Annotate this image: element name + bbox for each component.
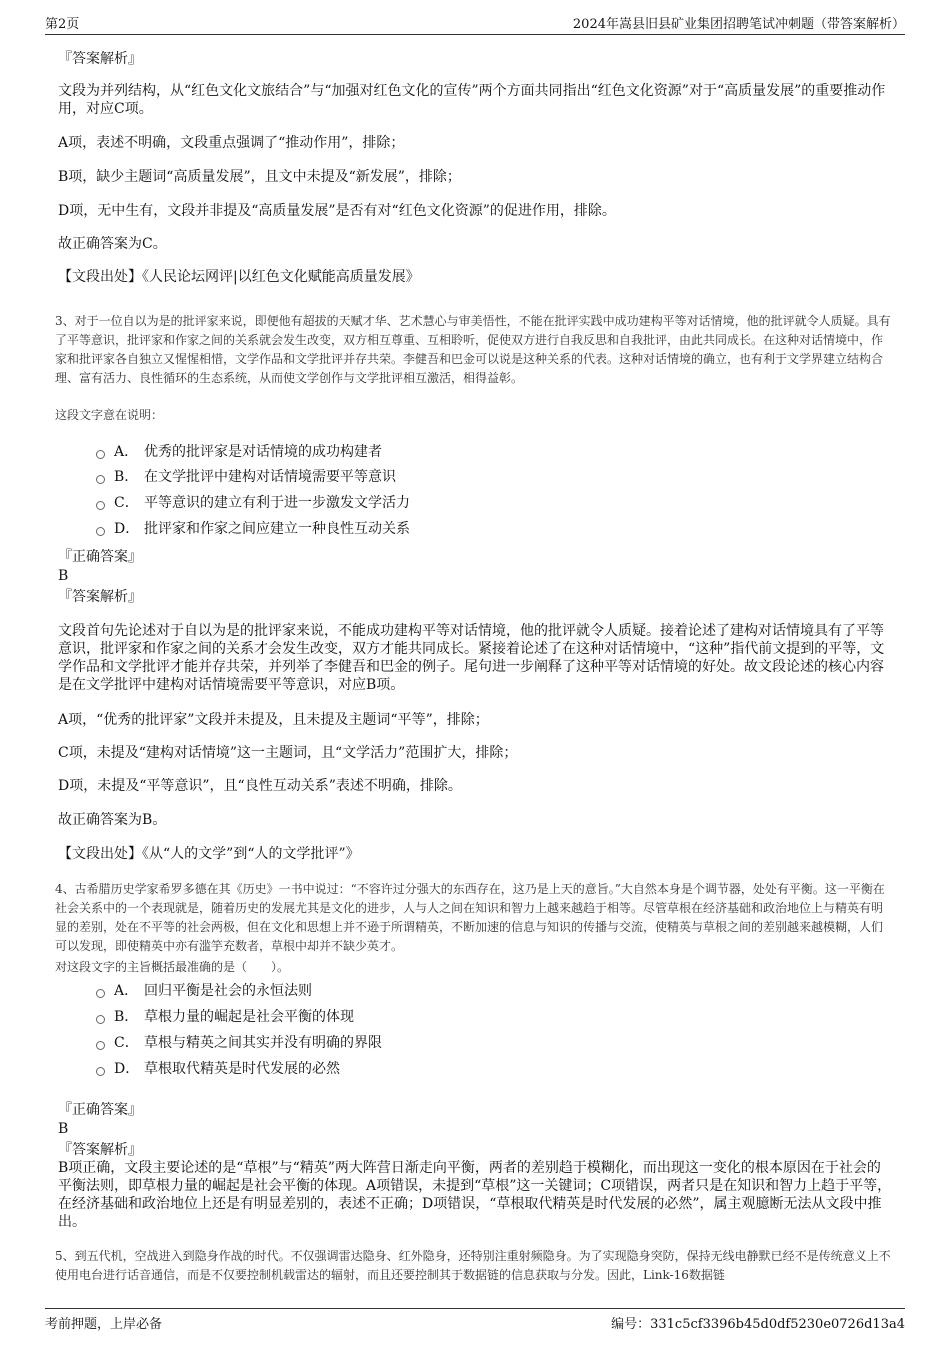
document-id: 编号：331c5cf3396b45d0df5230e0726d13a4 xyxy=(611,1317,905,1332)
q3-analysis: 文段首句先论述对于自以为是的批评家来说，不能成功建构平等对话情境，他的批评就令人质疑。接着论述了建构对话情境具有了平等意识，批评家和作家之间的关系才会发生改变，双方才能共同成长。紧接着论述了在这种对话情境中，“这种”指代前文提到的平等，文学作品和文学批评才能并存共荣，并列举了李健吾和巴金的例子。尾句进一步阐释了这种平等对话情境的好处。故文段论述的核心内容是在文学批评中建构对话情境需要平等意识，对应B项。 xyxy=(58,623,885,693)
q3-option-b[interactable]: B． 在文学批评中建构对话情境需要平等意识 xyxy=(96,468,396,486)
q4-analysis-label: 『答案解析』 xyxy=(58,1142,142,1158)
q2-conclusion: 故正确答案为C。 xyxy=(58,236,167,252)
footer-slogan: 考前押题，上岸必备 xyxy=(45,1317,163,1332)
q3-correct-label: 『正确答案』 xyxy=(58,549,142,565)
q2-option-b-note: B项，缺少主题词“高质量发展”，且文中未提及“新发展”，排除； xyxy=(58,169,461,185)
q3-option-a[interactable]: A． 优秀的批评家是对话情境的成功构建者 xyxy=(96,443,382,461)
q3-option-a-note: A项，“优秀的批评家”文段并未提及，且未提及主题词“平等”，排除； xyxy=(58,712,489,728)
q3-conclusion: 故正确答案为B。 xyxy=(58,812,167,828)
document-title: 2024年嵩县旧县矿业集团招聘笔试冲刺题（带答案解析） xyxy=(572,17,905,32)
radio-icon[interactable] xyxy=(96,475,105,484)
q4-correct-answer: B xyxy=(58,1121,69,1137)
q2-analysis: 文段为并列结构，从“红色文化文旅结合”与“加强对红色文化的宣传”两个方面共同指出“红色文化资源”对于“高质量发展”的重要推动作用，对应C项。 xyxy=(58,83,886,117)
page-footer xyxy=(45,1308,905,1335)
q4-question: 对这段文字的主旨概括最准确的是（ ）。 xyxy=(55,960,290,974)
q3-stem: 3、对于一位自以为是的批评家来说，即便他有超拔的天赋才华、艺术慧心与审美悟性，不能在批评实践中成功建构平等对话情境，他的批评就令人质疑。具有了平等意识，批评家和作家之间的关系就会发生改变，双方相互尊重、互相聆听，促使双方进行自我反思和自我批评，由此共同成长。在这种对话情境中，作家和批评家各自独立又惺惺相惜，文学作品和文学批评并存共荣。李健吾和巴金可以说是这种关系的代表。这种对话情境的确立，也有利于文学界建立结构合理、富有活力、良性循环的生态系统，从而使文学创作与文学批评相互激活，相得益彰。 xyxy=(55,314,891,385)
radio-icon[interactable] xyxy=(96,989,105,998)
q3-question: 这段文字意在说明： xyxy=(55,408,164,422)
q4-option-d[interactable]: D． 草根取代精英是时代发展的必然 xyxy=(96,1060,340,1078)
q4-stem: 4、古希腊历史学家希罗多德在其《历史》一书中说过：“不容许过分强大的东西存在，这乃是上天的意旨。”大自然本身是个调节器，处处有平衡。这一平衡在社会关系中的一个表现就是，随着历史的发展尤其是文化的进步，人与人之间在知识和智力上越来越趋于相等。尽管草根在经济基础和政治地位上与精英有明显的差别，处在不平等的社会两极，但在文化和思想上并不逊于所谓精英，不断加速的信息与知识的传播与交流，使精英与草根之间的差别越来越模糊，人们可以发现，即使精英中亦有滥竽充数者，草根中却并不缺少英才。 xyxy=(55,882,885,953)
q3-analysis-label: 『答案解析』 xyxy=(58,589,142,605)
q3-option-d-note: D项，未提及“平等意识”，且“良性互动关系”表述不明确，排除。 xyxy=(58,778,462,794)
q4-option-a[interactable]: A． 回归平衡是社会的永恒法则 xyxy=(96,982,312,1000)
q5-stem: 5、到五代机，空战进入到隐身作战的时代。不仅强调雷达隐身、红外隐身，还特别注重射频隐身。为了实现隐身突防，保持无线电静默已经不是传统意义上不使用电台进行话音通信，而是不仅要控制机载雷达的辐射，而且还要控制其于数据链的信息获取与分发。因此，Link-16数据链 xyxy=(55,1249,891,1282)
radio-icon[interactable] xyxy=(96,450,105,459)
radio-icon[interactable] xyxy=(96,501,105,510)
radio-icon[interactable] xyxy=(96,1015,105,1024)
page-number: 第2页 xyxy=(45,17,80,32)
radio-icon[interactable] xyxy=(96,1067,105,1076)
q3-option-d[interactable]: D． 批评家和作家之间应建立一种良性互动关系 xyxy=(96,520,410,538)
q3-option-c-note: C项，未提及“建构对话情境”这一主题词，且“文学活力”范围扩大，排除； xyxy=(58,745,518,761)
q2-option-d-note: D项，无中生有，文段并非提及“高质量发展”是否有对“红色文化资源”的促进作用，排除。 xyxy=(58,203,616,219)
q4-option-b[interactable]: B． 草根力量的崛起是社会平衡的体现 xyxy=(96,1008,354,1026)
q3-correct-answer: B xyxy=(58,568,69,584)
q3-option-c[interactable]: C． 平等意识的建立有利于进一步激发文学活力 xyxy=(96,494,410,512)
q4-option-c[interactable]: C． 草根与精英之间其实并没有明确的界限 xyxy=(96,1034,382,1052)
q2-option-a-note: A项，表述不明确，文段重点强调了“推动作用”，排除； xyxy=(58,135,405,151)
page-header xyxy=(45,10,905,35)
radio-icon[interactable] xyxy=(96,1041,105,1050)
q4-correct-label: 『正确答案』 xyxy=(58,1102,142,1118)
q3-source: 【文段出处】《从“人的文学”到“人的文学批评”》 xyxy=(58,846,360,862)
radio-icon[interactable] xyxy=(96,527,105,536)
q2-source: 【文段出处】《人民论坛网评|以红色文化赋能高质量发展》 xyxy=(58,269,420,285)
q4-analysis: B项正确，文段主要论述的是“草根”与“精英”两大阵营日渐走向平衡，两者的差别趋于模糊化，而出现这一变化的根本原因在于社会的平衡法则，即草根力量的崛起是社会平衡的体现。A项错误，未提到“草根”这一关键词；C项错误，两者只是在知识和智力上趋于平等，在经济基础和政治地位上还是有明显差别的，表述不正确；D项错误，“草根取代精英是时代发展的必然”，属主观臆断无法从文段中推出。 xyxy=(58,1160,892,1230)
q2-analysis-label: 『答案解析』 xyxy=(58,51,142,67)
